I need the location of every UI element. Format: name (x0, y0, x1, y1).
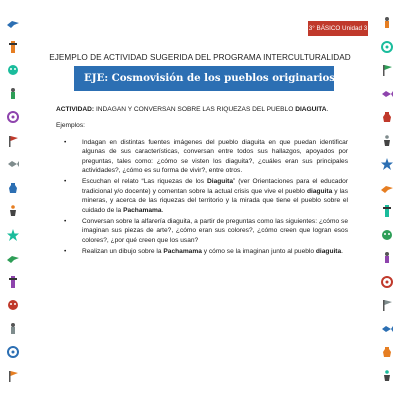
jar-icon (380, 110, 394, 129)
example-item (56, 217, 348, 245)
grade-unit-tag: 3° BÁSICO Unidad 3 (308, 21, 368, 36)
example-item (56, 138, 348, 176)
page-header: EJEMPLO DE ACTIVIDAD SUGERIDA DEL PROGRAMA INTERCULTURALIDAD (49, 53, 351, 62)
bullet-icon: • (64, 248, 67, 256)
person-icon (380, 134, 394, 153)
fish-icon (380, 322, 394, 341)
bird-icon (6, 251, 20, 270)
bird-icon (6, 16, 20, 35)
flag-icon (6, 369, 20, 388)
totem-icon (6, 275, 20, 294)
activity-label: ACTIVIDAD: (56, 106, 95, 113)
bold-term: Pachamama (123, 206, 162, 214)
star-icon (380, 157, 394, 176)
totem-icon (380, 204, 394, 223)
item-text: ” (ver Orientaciones para el educador tradicional y/o docente) y comentan sobre la actual crisis que vive el pueblo (82, 178, 349, 195)
main-content (56, 105, 348, 259)
jar-icon (6, 181, 20, 200)
item-text: y las mineras, y acerca de las riquezas del territorio y la mirada que tiene el pueblo sobre el cuidado de la (82, 187, 349, 214)
item-text: Conversan sobre la alfarería diaguita, a partir de preguntas como las siguientes: ¿cómo se imaginan sus piezas de arte?, ¿cómo eran sus colores?, ¿cómo creen que logran esos colores?, ¿por qué creen que los usan? (82, 218, 348, 244)
item-text: . (161, 206, 164, 214)
figure-icon (6, 322, 20, 341)
activity-end: . (326, 106, 329, 113)
flag-icon (380, 298, 394, 317)
mask-icon (6, 63, 20, 82)
wheel-icon (6, 110, 20, 129)
wheel-icon (380, 275, 394, 294)
bold-term: diaguita (306, 187, 333, 195)
item-text: . (341, 248, 344, 256)
star-icon (6, 228, 20, 247)
item-text: Indagan en distintas fuentes imágenes del pueblo diaguita en que puedan identificar algunas de sus características, conversan entre todos sus hallazgos, apoyados por preguntas, tales como: ¿cómo se visten los diaguita?, ¿cuáles eran sus principales actividades?, ¿cómo es su forma de vivir?, entre otros. (82, 138, 348, 175)
item-text: Escuchan el relato “Las riquezas de los (82, 178, 207, 186)
eje-title-banner: EJE: Cosmovisión de los pueblos originarios. (74, 66, 334, 91)
figure-icon (380, 251, 394, 270)
bold-term: diaguita (315, 248, 342, 256)
person-icon (380, 369, 394, 388)
examples-list (56, 138, 348, 257)
example-item (56, 177, 348, 215)
item-text: y cómo se la imaginan junto al pueblo (201, 248, 316, 256)
flag-icon (380, 63, 394, 82)
examples-label: Ejemplos: (56, 122, 85, 130)
activity-text: INDAGAN Y CONVERSAN SOBRE LAS RIQUEZAS DEL PUEBLO (95, 106, 294, 113)
activity-line (56, 105, 348, 114)
bold-term: Diaguita (207, 178, 234, 186)
bullet-icon: • (64, 178, 67, 186)
item-text: Realizan un dibujo sobre la (82, 248, 164, 256)
bullet-icon: • (64, 218, 67, 226)
fish-icon (380, 87, 394, 106)
bold-term: Pachamama (163, 248, 202, 256)
figure-icon (6, 87, 20, 106)
mask-icon (6, 298, 20, 317)
flag-icon (6, 134, 20, 153)
figure-icon (380, 16, 394, 35)
person-icon (6, 204, 20, 223)
activity-emphasis: DIAGUITA (295, 106, 327, 113)
example-item (56, 247, 348, 256)
bird-icon (380, 181, 394, 200)
bullet-icon: • (64, 138, 67, 146)
mask-icon (380, 228, 394, 247)
fish-icon (6, 157, 20, 176)
wheel-icon (6, 345, 20, 364)
jar-icon (380, 345, 394, 364)
